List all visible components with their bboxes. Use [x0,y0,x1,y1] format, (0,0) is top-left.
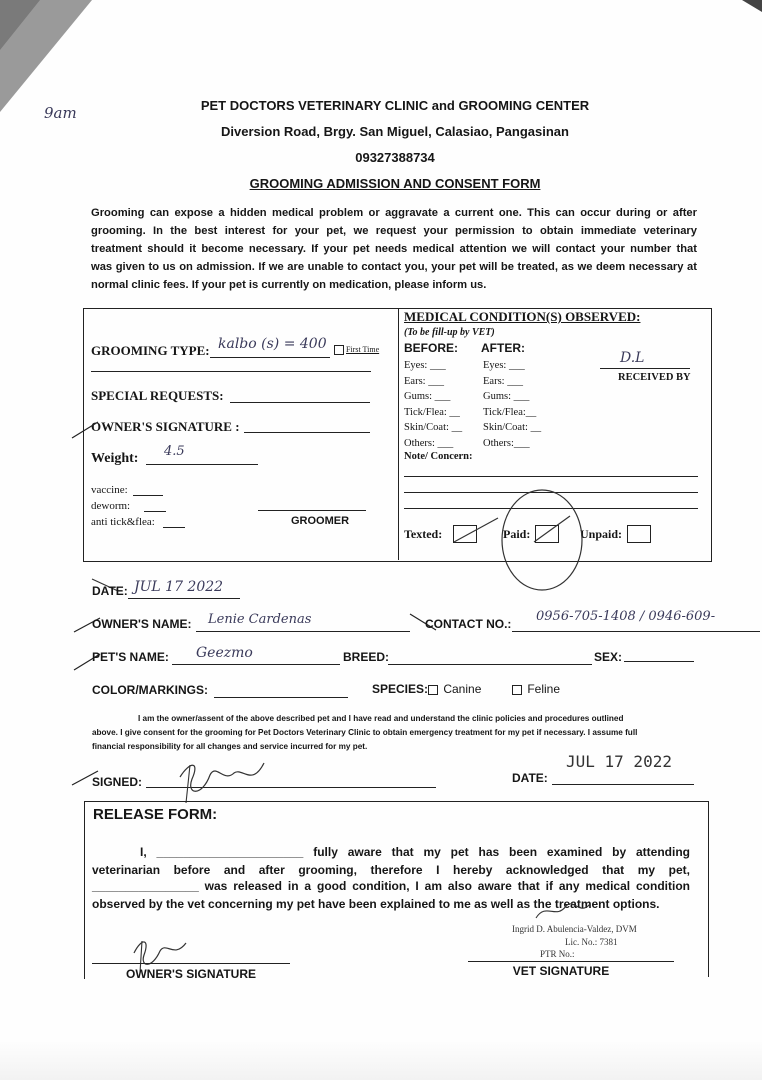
vaccine-label: vaccine: [91,484,128,496]
release-line: veterinarian before and after grooming, therefore I hereby acknowledged that my pet, [92,863,690,877]
grooming-type-value[interactable]: kalbo (s) = 400 [218,336,327,352]
grooming-type-line-2 [91,371,371,372]
received-by-value[interactable]: D.L [620,350,645,366]
clinic-name: PET DOCTORS VETERINARY CLINIC and GROOMING CENTER [200,98,590,113]
grooming-type-line [210,357,330,358]
corner-mark [742,0,762,14]
date-value[interactable]: JUL 17 2022 [134,579,224,595]
received-by-line [600,368,690,369]
before-ears: Ears: ___ [404,375,444,387]
release-owner-line[interactable] [92,963,290,964]
unpaid-label: Unpaid: [580,527,623,541]
deworm-line [144,511,166,512]
grooming-type-label: GROOMING TYPE: [91,343,210,358]
feline-checkbox[interactable] [512,685,522,695]
after-label: AFTER: [481,341,525,355]
medical-subtitle: (To be fill-up by VET) [404,327,495,338]
pet-name-line [172,664,340,665]
intro-line: treatment should it become necessary. If your pet needs medical attention we will contact your number that [91,243,697,255]
before-tick: Tick/Flea: __ [404,406,460,418]
release-line: I, ______________________ fully aware that my pet has been examined by attending [140,845,690,859]
before-list [404,358,462,451]
after-others: Others:___ [483,437,530,449]
before-eyes: Eyes: ___ [404,360,446,371]
color-line[interactable] [214,697,348,698]
release-line: observed by the vet concerning my pet have been explained to me as well as the treatment options. [92,897,660,911]
box-divider [398,308,399,560]
deworm-label: deworm: [91,500,131,512]
received-by-label: RECEIVED BY [618,372,691,383]
texted-label: Texted: [404,527,443,541]
before-skin: Skin/Coat: __ [404,422,463,433]
after-gums: Gums: ___ [483,391,530,402]
breed-label: BREED: [343,650,390,664]
contact-line [512,631,760,632]
note-label: Note/ Concern: [404,451,473,462]
contact-value[interactable]: 0956-705-1408 / 0946-609- [536,609,716,624]
weight-value[interactable]: 4.5 [164,444,185,459]
intro-line: grooming. In the best interest for your pet, we request your permission to obtain immediate veterinary [91,225,697,237]
before-others: Others: ___ [404,437,454,449]
color-label: COLOR/MARKINGS: [92,683,208,697]
weight-label: Weight: [91,451,139,466]
special-requests-line[interactable] [230,402,370,403]
canine-option[interactable] [428,682,481,696]
anti-tick-line [163,527,185,528]
note-line-1[interactable] [404,476,698,477]
consent-text [92,712,700,754]
release-title: RELEASE FORM: [93,806,218,823]
release-line: ________________ was released in a good condition, I am also aware that if any medical condition [92,879,690,893]
owner-name-value[interactable]: Lenie Cardenas [208,612,312,627]
pet-name-label: PET'S NAME: [92,650,169,664]
feline-label: Feline [527,682,561,696]
special-requests-label: SPECIAL REQUESTS: [91,388,224,403]
anti-tick-label: anti tick&flea: [91,516,155,528]
medical-title: MEDICAL CONDITION(S) OBSERVED: [404,309,641,324]
intro-line: Grooming can expose a hidden medical problem or aggravate a current one. This can occur during or after [91,207,697,219]
sex-line[interactable] [624,661,694,662]
date-line [128,598,240,599]
vet-signature-label: VET SIGNATURE [512,964,610,978]
consent-line: financial responsibility for all changes and service incurred for my pet. [92,742,368,751]
handwritten-time: 9am [44,104,77,122]
vaccine-line [133,495,163,496]
canine-checkbox[interactable] [428,685,438,695]
vet-stamp-name: Ingrid D. Abulencia-Valdez, DVM [512,924,637,934]
owner-signature-label: OWNER'S SIGNATURE : [91,419,240,434]
weight-line [146,464,258,465]
signed-date-line [552,784,694,785]
vet-stamp-ptr: PTR No.: [540,949,575,959]
owner-signature-line[interactable] [244,432,370,433]
handwritten-marks [440,480,623,600]
date-label: DATE: [92,584,128,598]
vet-signature-scribble [532,898,592,924]
canine-label: Canine [443,682,482,696]
groomer-label: GROOMER [291,515,350,527]
paid-label: Paid: [503,527,531,541]
pet-name-value[interactable]: Geezmo [196,645,253,661]
first-time-checkbox[interactable] [334,345,379,355]
clinic-phone: 09327388734 [355,150,435,165]
release-border-top [84,801,708,802]
consent-line: above. I give consent for the grooming for Pet Doctors Veterinary Clinic to obtain emergency treatment for my pet if necessary. I assume full [92,728,638,737]
vet-stamp-license: Lic. No.: 7381 [565,937,618,947]
unpaid-checkbox[interactable] [627,525,651,543]
consent-line: I am the owner/assent of the above described pet and I have read and understand the clinic policies and procedures outlined [138,714,624,723]
form-title: GROOMING ADMISSION AND CONSENT FORM [249,176,541,191]
signed-label: SIGNED: [92,775,143,789]
date-stamp: JUL 17 2022 [566,752,672,771]
contact-label: CONTACT NO.: [425,617,512,631]
vet-signature-line[interactable] [468,961,674,962]
owner-name-line [196,631,410,632]
signed-date-label: DATE: [512,771,548,785]
breed-line[interactable] [388,664,592,665]
check-stroke-icon [70,418,100,440]
after-tick: Tick/Flea:__ [483,406,537,418]
after-skin: Skin/Coat: __ [483,422,542,433]
groomer-line [258,510,366,511]
after-eyes: Eyes: ___ [483,360,525,371]
release-border-left [84,801,85,979]
after-list [483,358,541,451]
intro-line: normal clinic fees. If your pet is currently on medication, please inform us. [91,279,487,291]
after-ears: Ears: ___ [483,375,523,387]
page-bottom [0,1040,762,1080]
owner-name-label: OWNER'S NAME: [92,617,192,631]
sex-label: SEX: [594,650,623,664]
before-gums: Gums: ___ [404,391,451,402]
before-label: BEFORE: [404,341,458,355]
feline-option[interactable] [512,682,560,696]
release-border-right [708,801,709,977]
owner-signature-scribble [172,757,272,807]
intro-line: was given to us on admission. If we are unable to contact you, your pet will be treated, as we deem necessary at [91,261,697,273]
species-label: SPECIES: [372,682,429,696]
clinic-address: Diversion Road, Brgy. San Miguel, Calasiao, Pangasinan [221,124,569,139]
first-time-label: First Time [346,345,380,354]
release-owner-signature-label: OWNER'S SIGNATURE [126,967,256,981]
